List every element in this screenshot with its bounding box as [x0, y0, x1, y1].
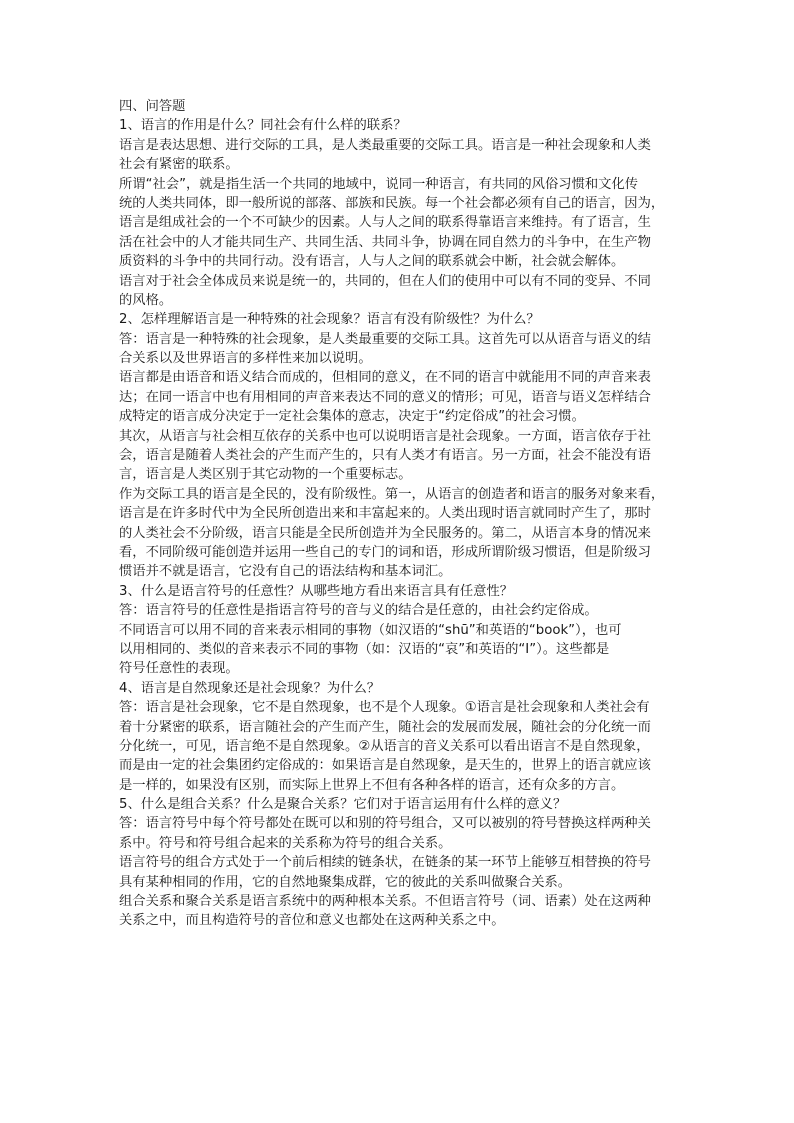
text-line: 语言符号的组合方式处于一个前后相续的链条状，在链条的某一环节上能够互相替换的符号 — [119, 855, 651, 871]
text-line: 答：语言是一种特殊的社会现象，是人类最重要的交际工具。这首先可以从语音与语义的结 — [119, 331, 651, 347]
text-line: 4、语言是自然现象还是社会现象？为什么？ — [119, 680, 381, 696]
text-line: 系中。符号和符号组合起来的关系称为符号的组合关系。 — [119, 835, 452, 851]
text-line: 合关系以及世界语言的多样性来加以说明。 — [119, 351, 372, 367]
text-line: 答：语言符号的任意性是指语言符号的音与义的结合是任意的，由社会约定俗成。 — [119, 603, 598, 619]
text-line: 语言是在许多时代中为全民所创造出来和丰富起来的。人类出现时语言就同时产生了，那时 — [119, 506, 651, 522]
text-line: 的人类社会不分阶级，语言只能是全民所创造并为全民服务的。第二，从语言本身的情况来 — [119, 525, 651, 541]
text-line: 会，语言是随着人类社会的产生而产生的，只有人类才有语言。另一方面，社会不能没有语 — [119, 448, 651, 464]
text-line: 其次，从语言与社会相互依存的关系中也可以说明语言是社会现象。一方面，语言依存于社 — [119, 428, 651, 444]
text-line: 言，语言是人类区别于其它动物的一个重要标志。 — [119, 467, 412, 483]
text-line: 2、怎样理解语言是一种特殊的社会现象？语言有没有阶级性？为什么？ — [119, 312, 540, 328]
text-line: 的风格。 — [119, 292, 173, 308]
text-line: 活在社会中的人才能共同生产、共同生活、共同斗争，协调在同自然力的斗争中，在生产物 — [119, 234, 651, 250]
text-line: 答：语言是社会现象，它不是自然现象，也不是个人现象。①语言是社会现象和人类社会有 — [119, 700, 650, 716]
text-line: 关系之中，而且构造符号的音位和意义也都处在这两种关系之中。 — [119, 913, 505, 929]
text-line: 质资料的斗争中的共同行动。没有语言，人与人之间的联系就会中断，社会就会解体。 — [119, 254, 625, 270]
text-line: 惯语并不就是语言，它没有自己的语法结构和基本词汇。 — [119, 564, 452, 580]
text-line: 语言都是由语音和语义结合而成的，但相同的意义，在不同的语言中就能用不同的声音来表 — [119, 370, 651, 386]
text-line: 以用相同的、类似的音来表示不同的事物（如：汉语的“哀”和英语的“I”）。这些都是 — [119, 641, 610, 657]
text-line: 答：语言符号中每个符号都处在既可以和别的符号组合，又可以被别的符号替换这样两种关 — [119, 816, 651, 832]
text-line: 是一样的，如果没有区别，而实际上世界上不但有各种各样的语言，还有众多的方言。 — [119, 777, 625, 793]
text-line: 1、语言的作用是什么？同社会有什么样的联系？ — [119, 118, 407, 134]
text-line: 成特定的语言成分决定于一定社会集体的意志，决定于“约定俗成”的社会习惯。 — [119, 409, 585, 425]
text-line: 分化统一，可见，语言绝不是自然现象。②从语言的音义关系可以看出语言不是自然现象， — [119, 738, 650, 754]
text-line: 语言是表达思想、进行交际的工具，是人类最重要的交际工具。语言是一种社会现象和人类 — [119, 137, 651, 153]
text-line: 看，不同阶级可能创造并运用一些自己的专门的词和语，形成所谓阶级习惯语，但是阶级习 — [119, 544, 651, 560]
text-line: 所谓“社会”，就是指生活一个共同的地域中，说同一种语言，有共同的风俗习惯和文化传 — [119, 176, 639, 192]
text-line: 达；在同一语言中也有用相同的声音来表达不同的意义的情形；可见，语音与语义怎样结合 — [119, 389, 651, 405]
text-line: 5、什么是组合关系？什么是聚合关系？它们对于语言运用有什么样的意义？ — [119, 797, 567, 813]
text-line: 四、问答题 — [119, 99, 186, 114]
text-line: 符号任意性的表现。 — [119, 661, 239, 677]
text-line: 3、什么是语言符号的任意性？从哪些地方看出来语言具有任意性？ — [119, 583, 514, 599]
text-line: 而是由一定的社会集团约定俗成的：如果语言是自然现象，是天生的，世界上的语言就应该 — [119, 758, 651, 774]
text-line: 具有某种相同的作用，它的自然地聚集成群，它的彼此的关系叫做聚合关系。 — [119, 874, 572, 890]
text-line: 语言是组成社会的一个不可缺少的因素。人与人之间的联系得靠语言来维持。有了语言，生 — [119, 215, 651, 231]
document-body — [119, 97, 681, 931]
text-line: 组合关系和聚合关系是语言系统中的两种根本关系。不但语言符号（词、语素）处在这两种 — [119, 894, 651, 910]
text-line: 作为交际工具的语言是全民的，没有阶级性。第一，从语言的创造者和语言的服务对象来看， — [119, 486, 665, 502]
text-line: 着十分紧密的联系，语言随社会的产生而产生，随社会的发展而发展，随社会的分化统一而 — [119, 719, 651, 735]
text-line: 不同语言可以用不同的音来表示相同的事物（如汉语的“shū”和英语的“book”），也可 — [119, 622, 622, 638]
text-line: 语言对于社会全体成员来说是统一的，共同的，但在人们的使用中可以有不同的变异、不同 — [119, 273, 651, 289]
text-line: 统的人类共同体，即一般所说的部落、部族和民族。每一个社会都必须有自己的语言，因为， — [119, 195, 665, 211]
text-line: 社会有紧密的联系。 — [119, 157, 239, 173]
